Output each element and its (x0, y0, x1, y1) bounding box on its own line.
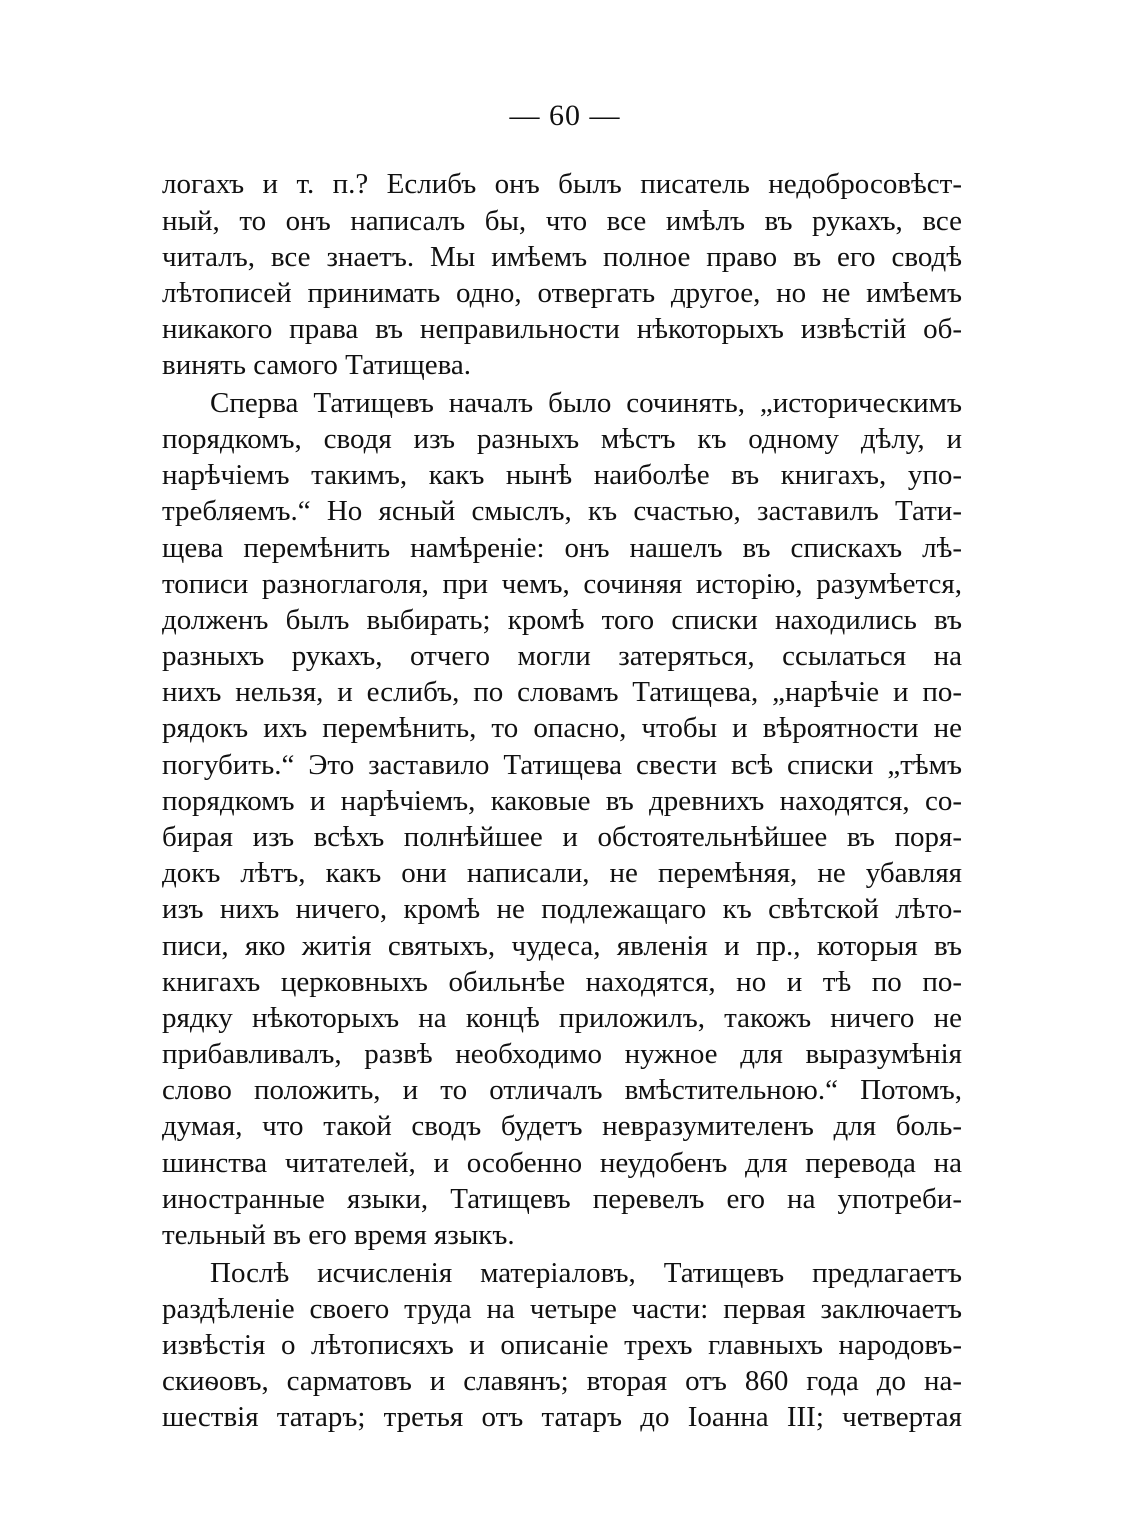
text-line: порядкомъ, сводя изъ разныхъ мѣстъ къ одному дѣлу, и (162, 423, 962, 455)
text-line: слово положить, и то отличалъ вмѣстительною.“ Потомъ, (162, 1074, 962, 1106)
text-line: щева перемѣнить намѣреніе: онъ нашелъ въ спискахъ лѣ- (162, 532, 962, 564)
text-line: раздѣленіе своего труда на четыре части: первая заключаетъ (162, 1293, 962, 1325)
text-line: Послѣ исчисленія матеріаловъ, Татищевъ предлагаетъ (210, 1257, 962, 1289)
text-line: разныхъ рукахъ, отчего могли затеряться, ссылаться на (162, 640, 962, 672)
text-line: думая, что такой сводъ будетъ невразумителенъ для боль- (162, 1110, 962, 1142)
text-line: докъ лѣтъ, какъ они написали, не перемѣняя, не убавляя (162, 857, 962, 889)
text-line: погубить.“ Это заставило Татищева свести всѣ списки „тѣмъ (162, 749, 962, 781)
text-line: требляемъ.“ Но ясный смыслъ, къ счастью, заставилъ Тати- (162, 495, 962, 527)
page-number: — 60 — (509, 99, 621, 132)
text-line: рядокъ ихъ перемѣнить, то опасно, чтобы и вѣроятности не (162, 712, 962, 744)
text-line: ный, то онъ написалъ бы, что все имѣлъ въ рукахъ, все (162, 205, 962, 237)
text-line: тописи разноглаголя, при чемъ, сочиняя исторію, разумѣется, (162, 568, 962, 600)
text-line: бирая изъ всѣхъ полнѣйшее и обстоятельнѣйшее въ поря- (162, 821, 962, 853)
text-line: шествія татаръ; третья отъ татаръ до Іоанна III; четвертая (162, 1401, 962, 1433)
text-line: нарѣчіемъ такимъ, какъ нынѣ наиболѣе въ книгахъ, упо- (162, 459, 962, 491)
text-line: шинства читателей, и особенно неудобенъ для перевода на (162, 1147, 962, 1179)
text-line: прибавливалъ, развѣ необходимо нужное для выразумѣнія (162, 1038, 962, 1070)
text-line: винять самого Татищева. (162, 349, 472, 381)
text-line: читалъ, все знаетъ. Мы имѣемъ полное право въ его сводѣ (162, 241, 962, 273)
text-line: скиѳовъ, сарматовъ и славянъ; вторая отъ 860 года до на- (162, 1365, 962, 1397)
text-line: нихъ нельзя, и еслибъ, по словамъ Татищева, „нарѣчіе и по- (162, 676, 962, 708)
text-line: лѣтописей принимать одно, отвергать другое, но не имѣемъ (162, 277, 962, 309)
text-line: логахъ и т. п.? Еслибъ онъ былъ писатель недобросовѣст- (162, 168, 962, 200)
text-line: писи, яко житія святыхъ, чудеса, явленія и пр., которыя въ (162, 930, 962, 962)
text-line: книгахъ церковныхъ обильнѣе находятся, но и тѣ по по- (162, 966, 962, 998)
text-line: рядку нѣкоторыхъ на концѣ приложилъ, такожъ ничего не (162, 1002, 962, 1034)
text-line: Сперва Татищевъ началъ было сочинять, „историческимъ (210, 387, 962, 419)
text-line: долженъ былъ выбирать; кромѣ того списки находились въ (162, 604, 962, 636)
text-line: тельный въ его время языкъ. (162, 1219, 515, 1251)
text-line: иностранные языки, Татищевъ перевелъ его на употреби- (162, 1183, 962, 1215)
text-line: изъ нихъ ничего, кромѣ не подлежащаго къ свѣтской лѣто- (162, 893, 962, 925)
text-line: порядкомъ и нарѣчіемъ, каковые въ древнихъ находятся, со- (162, 785, 962, 817)
text-line: извѣстія о лѣтописяхъ и описаніе трехъ главныхъ народовъ- (162, 1329, 962, 1361)
text-line: никакого права въ неправильности нѣкоторыхъ извѣстій об- (162, 313, 962, 345)
